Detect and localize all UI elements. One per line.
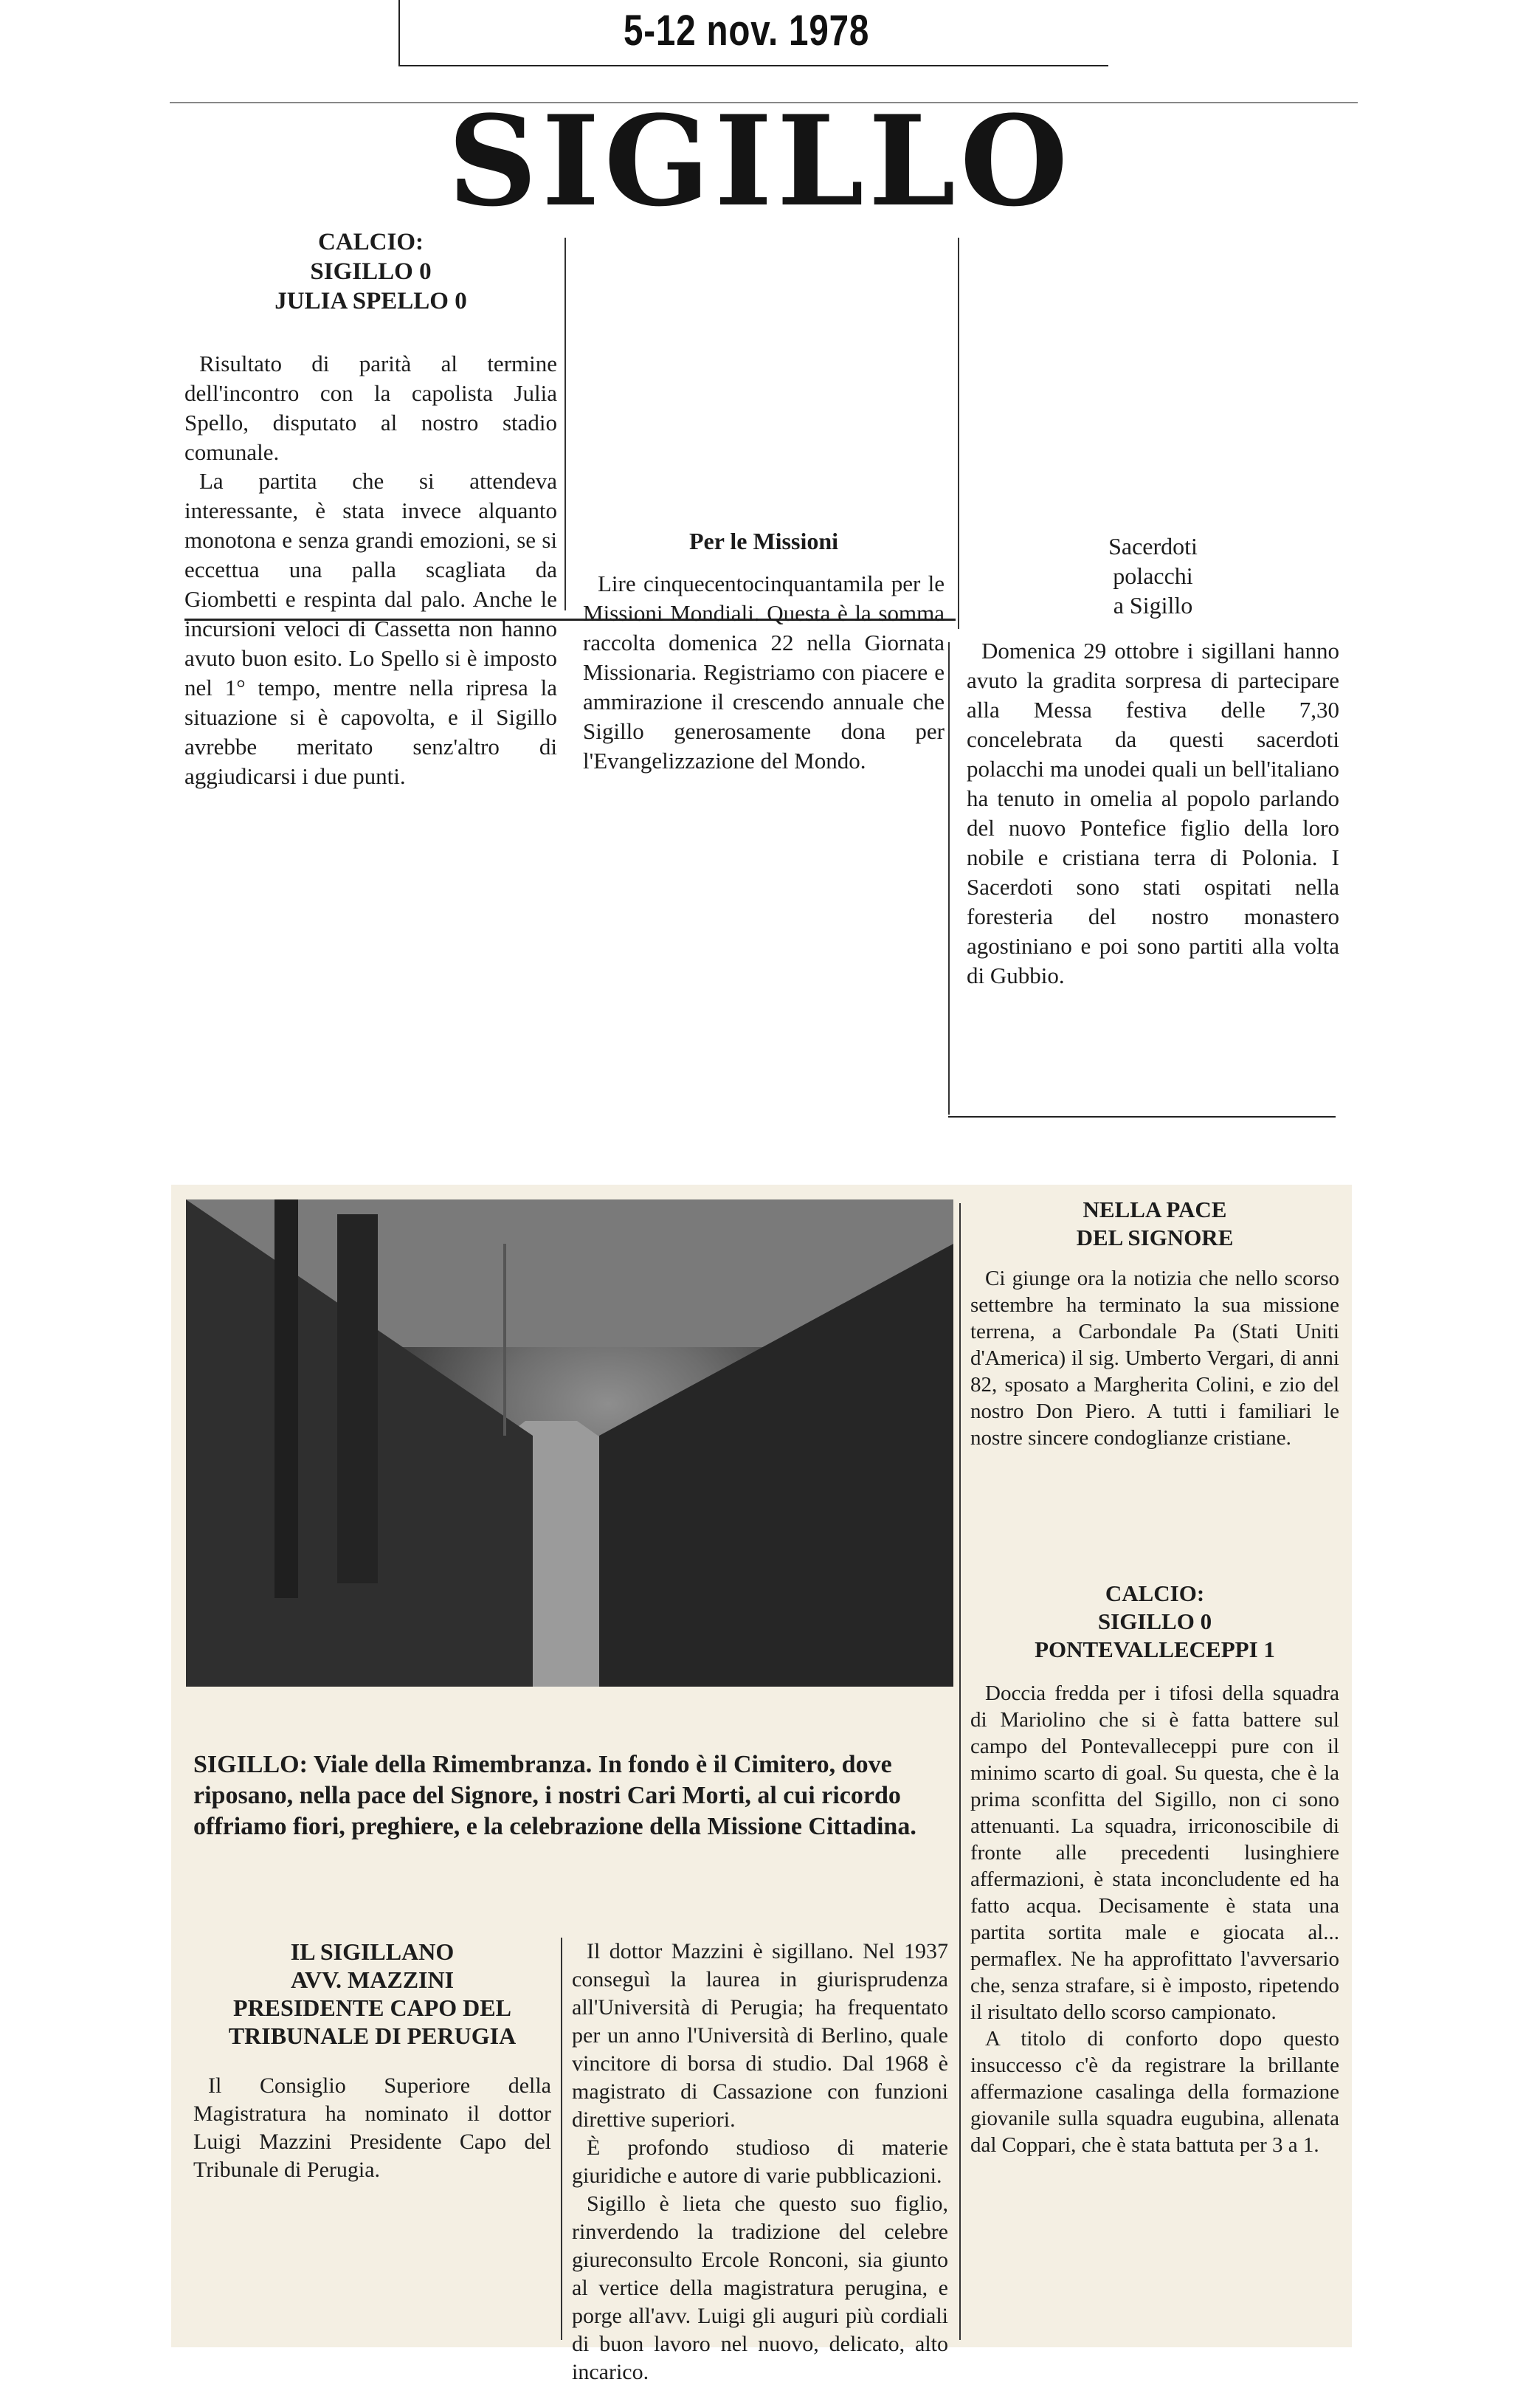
headline-line: IL SIGILLANO — [290, 1938, 455, 1965]
article-calcio-ponte — [970, 1580, 1339, 2158]
headline-line: JULIA SPELLO 0 — [274, 288, 467, 314]
article-sacerdoti — [967, 531, 1339, 991]
headline-line: SIGILLO 0 — [310, 258, 432, 285]
paragraph: La partita che si attendeva interessante, è stata invece alquanto monotona e senza grandi emozioni, se si eccettua una palla scagliata da Giombetti e respinta dal palo. Anche le incursioni veloci di Cassetta non hanno avuto buon esito. Lo Spello si è imposto nel 1° tempo, mentre nella ripresa la situazione si è capovolta, e il Sigillo avrebbe meritato senz'altro di aggiudicarsi i due punti. — [184, 468, 557, 789]
calcio2-body — [970, 1680, 1339, 2158]
sacerdoti-headline — [967, 531, 1339, 620]
missioni-body — [583, 569, 945, 776]
photo-illustration — [186, 1199, 953, 1687]
pace-headline — [970, 1196, 1339, 1252]
paragraph: A titolo di conforto dopo questo insuccesso c'è da registrare la brillante affermazione casalinga della formazione giovanile sulla squadra eugubina, allenata dal Coppari, che è stata battuta per 3 a 1. — [970, 2027, 1339, 2157]
paragraph: Sigillo è lieta che questo suo figlio, rinverdendo la tradizione del celebre giureconsulto Ercole Ronconi, sia giunto al vertice della magistratura perugina, e porge all'avv. Luigi gli auguri più cordiali di buon lavoro nel nuovo, delicato, alto incarico. — [572, 2192, 948, 2384]
calcio-body — [184, 349, 557, 467]
paragraph: Domenica 29 ottobre i sigillani hanno avuto la gradita sorpresa di partecipare alla Messa festiva delle 7,30 concelebrata da questi sacerdoti polacchi ma unodei quali un bell'italiano ha tenuto in omelia al popolo parlando del nuovo Pontefice figlio della loro nobile e cristiana terra di Polonia. I Sacerdoti sono stati ospitati nella foresteria del nostro monastero agostiniano e poi sono partiti alla volta di Gubbio. — [967, 638, 1339, 988]
paragraph: È profondo studioso di materie giuridiche e autore di varie pubblicazioni. — [572, 2135, 948, 2188]
paragraph: Il dottor Mazzini è sigillano. Nel 1937 conseguì la laurea in giurisprudenza all'Università di Perugia; ha frequentato per un anno l'Università di Berlino, quale vincitore di borsa di studio. Dal 1968 è magistrato di Cassazione con funzioni direttive superiori. — [572, 1939, 948, 2132]
article-missioni — [583, 235, 945, 776]
headline-line: CALCIO: — [1105, 1580, 1205, 1606]
headline-line: a Sigillo — [1113, 592, 1193, 619]
column-rule-1 — [564, 238, 566, 610]
masthead-title: SIGILLO — [447, 88, 1073, 234]
paragraph: Risultato di parità al termine dell'incontro con la capolista Julia Spello, disputato al nostro stadio comunale. — [184, 351, 557, 465]
photo-caption: SIGILLO: Viale della Rimembranza. In fondo è il Cimitero, dove riposano, nella pace del Signore, i nostri Cari Morti, al cui ricordo offriamo fiori, preghiere, e la celebrazione della Missione Cittadina. — [193, 1751, 916, 1840]
paragraph: Ci giunge ora la notizia che nello scorso settembre ha terminato la sua missione terrena, a Carbondale Pa (Stati Uniti d'America) il sig. Umberto Vergari, di anni 82, sposato a Margherita Colini, e zio del nostro Don Piero. A tutti i familiari le nostre sincere condoglianze cristiane. — [970, 1267, 1339, 1450]
lower-rule-2 — [959, 1203, 961, 2340]
sacerdoti-bottom-rule — [948, 1116, 1336, 1118]
headline-line: DEL SIGNORE — [1076, 1225, 1234, 1250]
pace-body — [970, 1265, 1339, 1451]
headline-line: CALCIO: — [317, 229, 424, 255]
column-rule-3 — [948, 642, 950, 1115]
missioni-headline: Per le Missioni — [688, 528, 839, 554]
headline-line: TRIBUNALE DI PERUGIA — [228, 2023, 517, 2049]
mazzini-body — [193, 2072, 551, 2184]
calcio2-headline — [970, 1580, 1339, 1664]
mazzini-headline — [193, 1938, 551, 2050]
headline-line: NELLA PACE — [1083, 1197, 1227, 1222]
headline-line: PONTEVALLECEPPI 1 — [1035, 1636, 1275, 1662]
paragraph: Doccia fredda per i tifosi della squadra di Mariolino che si è fatta battere sul campo del Pontevalleceppi pure con il minimo scarto di goal. Su questa, che è la prima sconfitta del Sigillo, non ci sono attenuanti. La squadra, irriconoscibile di fronte alle precedenti lusinghiere affermazioni, è stata inconcludente ed ha fatto acqua. Decisamente è stata una partita sortita male e giocata al... permaflex. Ne ha approfittato l'avversario che, senza strafare, si è imposto, ripetendo il risultato dello scorso campionato. — [970, 1681, 1339, 2024]
article-calcio-julia-cont — [184, 467, 557, 789]
article-mazzini — [193, 1938, 551, 2184]
article-calcio-julia — [184, 227, 557, 467]
headline-line: PRESIDENTE CAPO DEL — [233, 1994, 511, 2021]
article-pace — [970, 1196, 1339, 1451]
headline-line: polacchi — [1113, 562, 1193, 589]
headline-line: Sacerdoti — [1108, 533, 1198, 560]
paragraph: Lire cinquecentocinquantamila per le Missioni Mondiali. Questa è la somma raccolta domenica 22 nella Giornata Missionaria. Registriamo con piacere e ammirazione il crescendo annuale che Sigillo generosamente dona per l'Evangelizzazione del Mondo. — [583, 571, 945, 774]
sacerdoti-body — [967, 636, 1339, 991]
column-rule-2 — [958, 238, 959, 629]
date-stamp: 5-12 nov. 1978 — [624, 7, 870, 55]
headline-line: SIGILLO 0 — [1097, 1608, 1212, 1634]
cemetery-avenue-photo — [186, 1199, 953, 1687]
lower-rule-1 — [561, 1938, 562, 2340]
headline-line: AVV. MAZZINI — [290, 1966, 455, 1993]
calcio-headline — [184, 227, 557, 316]
paragraph: Il Consiglio Superiore della Magistratura ha nominato il dottor Luigi Mazzini Presidente Capo del Tribunale di Perugia. — [193, 2073, 551, 2182]
article-mazzini-cont — [572, 1938, 948, 2386]
